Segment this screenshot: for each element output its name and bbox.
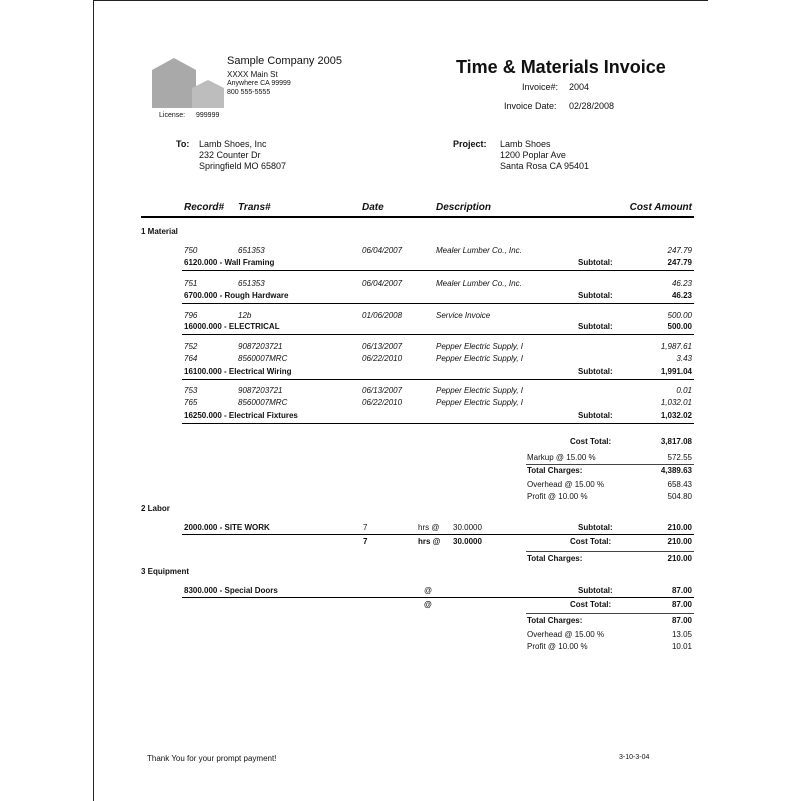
subtotal-amount: 500.00 [667,322,692,331]
totals-rule [526,551,694,552]
line-record: 753 [184,386,198,395]
line-date: 06/13/2007 [362,342,403,351]
line-date: 06/04/2007 [362,246,403,255]
line-record: 750 [184,246,198,255]
to-address-1: 232 Counter Dr [199,150,261,160]
line-record: 764 [184,354,198,363]
line-trans: 8560007MRC [238,398,288,407]
company-logo [152,58,224,110]
column-description: Description [436,202,492,213]
markup-amount: 572.55 [667,453,692,462]
totals-rule [526,613,694,614]
cost-code: 6700.000 - Rough Hardware [184,291,289,300]
total-charges-label: Total Charges: [527,466,583,475]
labor-total-quantity: 7 [363,537,368,546]
total-charges-label: Total Charges: [527,616,583,625]
project-address-1: 1200 Poplar Ave [500,150,566,160]
overhead-label: Overhead @ 15.00 % [527,480,605,489]
labor-quantity: 7 [363,523,368,532]
subtotal-label: Subtotal: [578,523,613,532]
invoice-date: 02/28/2008 [569,101,615,111]
license-number: 999999 [196,112,220,119]
column-cost-amount: Cost Amount [629,202,692,213]
group-rule [182,534,694,535]
group-rule [182,334,694,335]
line-description: Mealer Lumber Co., Inc. [436,279,522,288]
equipment-total-unit: @ [424,600,432,609]
group-rule [182,379,694,380]
invoice-number-label: Invoice#: [522,82,559,92]
company-name: Sample Company 2005 [227,55,342,67]
overhead-label: Overhead @ 15.00 % [527,630,605,639]
to-address-2: Springfield MO 65807 [199,161,287,171]
line-amount: 1,032.01 [660,398,692,407]
to-label: To: [176,139,190,149]
cost-total-amount: 87.00 [671,600,692,609]
group-rule [182,423,694,424]
labor-total-rate: 30.0000 [453,537,482,546]
line-record: 752 [184,342,198,351]
group-rule [182,270,694,271]
line-date: 06/13/2007 [362,386,403,395]
subtotal-label: Subtotal: [578,322,613,331]
company-address-2: Anywhere CA 99999 [227,80,291,87]
column-record: Record# [184,202,225,213]
profit-label: Profit @ 10.00 % [527,492,588,501]
line-description: Pepper Electric Supply, I [436,354,524,363]
company-phone: 800 555-5555 [227,89,271,96]
profit-label: Profit @ 10.00 % [527,642,588,651]
subtotal-amount: 1,991.04 [660,367,692,376]
line-amount: 500.00 [667,311,692,320]
subtotal-amount: 87.00 [671,586,692,595]
line-date: 01/06/2008 [362,311,403,320]
line-trans: 9087203721 [238,342,283,351]
line-description: Pepper Electric Supply, I [436,398,524,407]
footer-thanks: Thank You for your prompt payment! [147,754,277,763]
subtotal-amount: 247.79 [667,258,692,267]
line-record: 765 [184,398,198,407]
line-amount: 46.23 [671,279,692,288]
column-trans: Trans# [238,202,271,213]
group-rule [182,303,694,304]
line-record: 796 [184,311,198,320]
subtotal-amount: 210.00 [667,523,692,532]
line-description: Pepper Electric Supply, I [436,342,524,351]
total-charges-amount: 4,389.63 [660,466,692,475]
subtotal-amount: 1,032.02 [660,411,692,420]
cost-code: 16000.000 - ELECTRICAL [184,322,280,331]
subtotal-label: Subtotal: [578,291,613,300]
subtotal-amount: 46.23 [671,291,692,300]
markup-label: Markup @ 15.00 % [527,453,596,462]
line-date: 06/22/2010 [362,398,403,407]
line-amount: 247.79 [667,246,692,255]
line-description: Service Invoice [436,311,491,320]
overhead-amount: 13.05 [671,630,692,639]
labor-rate: 30.0000 [453,523,482,532]
footer-form-code: 3-10-3-04 [619,754,650,761]
line-amount: 1,987.61 [660,342,692,351]
line-date: 06/04/2007 [362,279,403,288]
subtotal-label: Subtotal: [578,586,613,595]
total-charges-amount: 87.00 [671,616,692,625]
cost-code: 2000.000 - SITE WORK [184,523,270,532]
totals-rule [526,464,694,465]
section-heading-material: 1 Material [141,227,178,236]
cost-total-label: Cost Total: [570,437,612,446]
line-trans: 651353 [238,246,265,255]
header-rule [141,216,694,218]
total-charges-label: Total Charges: [527,554,583,563]
labor-total-unit: hrs @ [418,537,441,546]
cost-code: 6120.000 - Wall Framing [184,258,275,267]
invoice-title: Time & Materials Invoice [456,57,666,77]
line-description: Pepper Electric Supply, I [436,386,524,395]
cost-total-label: Cost Total: [570,600,612,609]
line-trans: 8560007MRC [238,354,288,363]
column-date: Date [362,202,384,213]
line-amount: 3.43 [676,354,692,363]
subtotal-label: Subtotal: [578,367,613,376]
profit-amount: 504.80 [667,492,692,501]
cost-code: 16100.000 - Electrical Wiring [184,367,292,376]
section-heading-labor: 2 Labor [141,504,170,513]
line-trans: 12b [238,311,252,320]
group-rule [182,597,694,598]
cost-code: 8300.000 - Special Doors [184,586,278,595]
project-name: Lamb Shoes [500,139,551,149]
line-trans: 651353 [238,279,265,288]
project-address-2: Santa Rosa CA 95401 [500,161,590,171]
equipment-unit: @ [424,586,433,595]
cost-total-label: Cost Total: [570,537,612,546]
invoice-date-label: Invoice Date: [504,101,557,111]
total-charges-amount: 210.00 [667,554,692,563]
cost-total-amount: 3,817.08 [660,437,692,446]
labor-unit: hrs @ [418,523,440,532]
line-date: 06/22/2010 [362,354,403,363]
overhead-amount: 658.43 [667,480,692,489]
section-heading-equipment: 3 Equipment [141,567,190,576]
license-label: License: [159,112,186,119]
subtotal-label: Subtotal: [578,411,613,420]
line-description: Mealer Lumber Co., Inc. [436,246,522,255]
company-address-1: XXXX Main St [227,70,278,79]
invoice-number: 2004 [569,82,590,92]
cost-code: 16250.000 - Electrical Fixtures [184,411,298,420]
line-amount: 0.01 [676,386,692,395]
line-trans: 9087203721 [238,386,283,395]
profit-amount: 10.01 [671,642,692,651]
line-record: 751 [184,279,198,288]
to-name: Lamb Shoes, Inc [199,139,267,149]
project-label: Project: [453,139,487,149]
cost-total-amount: 210.00 [667,537,692,546]
subtotal-label: Subtotal: [578,258,613,267]
